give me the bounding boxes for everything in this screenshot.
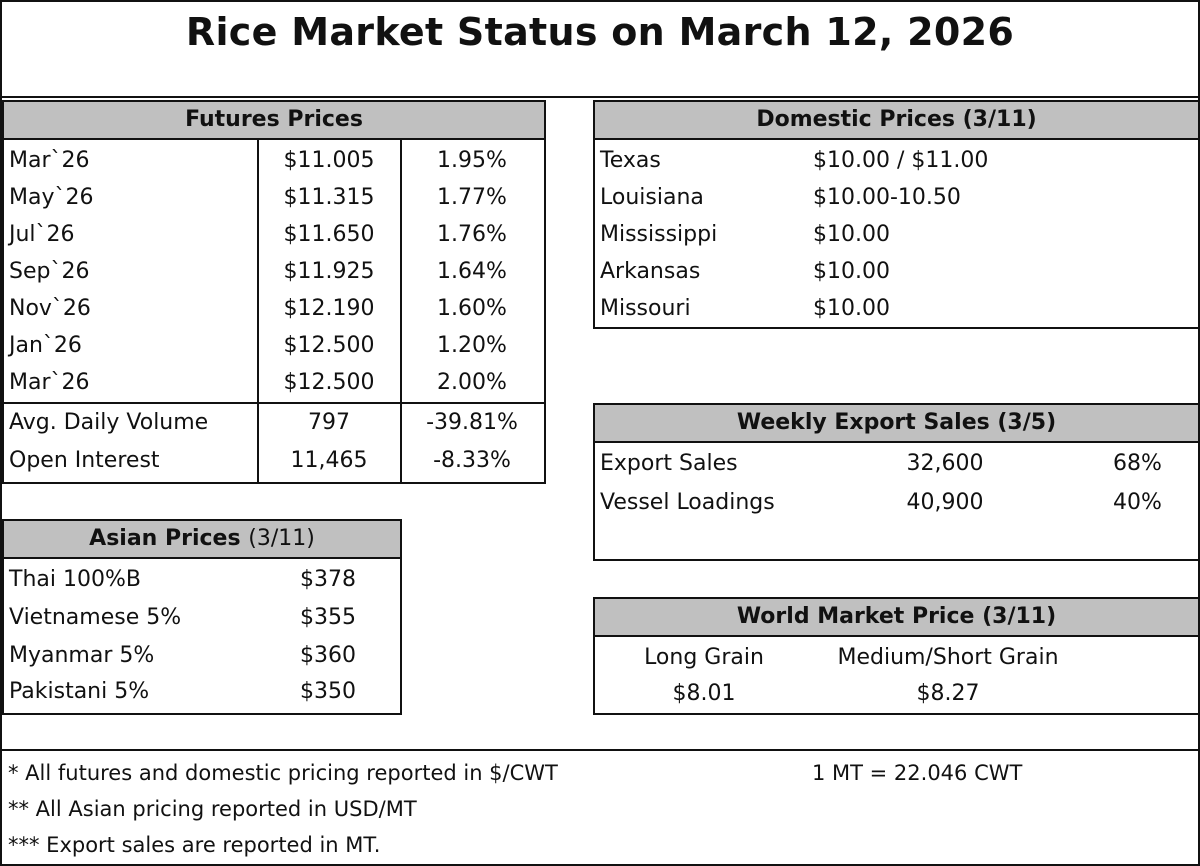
open-interest-label: Open Interest	[9, 448, 160, 473]
page-title: Rice Market Status on March 12, 2026	[185, 10, 1015, 54]
futures-row-change: 2.00%	[437, 370, 507, 395]
footnote-asian-units: ** All Asian pricing reported in USD/MT	[8, 797, 417, 821]
export-sales-header: Weekly Export Sales (3/5)	[595, 405, 1198, 443]
asian-prices-header-date: (3/11)	[248, 526, 315, 551]
futures-row-change: 1.95%	[437, 148, 507, 173]
export-row-value: 40,900	[906, 490, 984, 515]
export-sales-table	[593, 403, 1200, 561]
futures-prices-table	[2, 100, 546, 484]
domestic-prices-header: Domestic Prices (3/11)	[595, 102, 1198, 140]
asian-row-label: Pakistani 5%	[9, 679, 150, 704]
futures-row-price: $11.650	[283, 222, 375, 247]
open-interest-change: -8.33%	[433, 448, 511, 473]
title-divider	[0, 96, 1200, 98]
futures-row-price: $11.925	[283, 259, 375, 284]
futures-row-change: 1.64%	[437, 259, 507, 284]
futures-row-label: Mar`26	[9, 370, 90, 395]
domestic-state: Texas	[600, 148, 661, 173]
futures-row-label: Nov`26	[9, 296, 91, 321]
export-row-label: Export Sales	[600, 451, 738, 476]
footnote-conversion: 1 MT = 22.046 CWT	[812, 761, 1023, 785]
export-row-label: Vessel Loadings	[600, 490, 775, 515]
medium-short-grain-value: $8.27	[916, 681, 980, 706]
domestic-state: Missouri	[600, 296, 691, 321]
futures-row-label: Jan`26	[9, 333, 82, 358]
medium-short-grain-label: Medium/Short Grain	[837, 645, 1059, 670]
asian-row-label: Myanmar 5%	[9, 643, 155, 668]
footnote-divider	[0, 749, 1200, 751]
asian-prices-header-title: Asian Prices	[89, 526, 241, 551]
asian-row-label: Thai 100%B	[9, 567, 141, 592]
asian-row-price: $355	[300, 605, 356, 630]
futures-row-change: 1.76%	[437, 222, 507, 247]
futures-section-divider	[4, 402, 544, 404]
long-grain-value: $8.01	[672, 681, 736, 706]
long-grain-label: Long Grain	[644, 645, 764, 670]
domestic-price: $10.00 / $11.00	[813, 148, 989, 173]
futures-row-change: 1.60%	[437, 296, 507, 321]
futures-row-label: May`26	[9, 185, 94, 210]
asian-row-price: $360	[300, 643, 356, 668]
open-interest-value: 11,465	[290, 448, 368, 473]
avg-daily-volume-value: 797	[308, 410, 350, 435]
futures-row-price: $11.005	[283, 148, 375, 173]
futures-row-change: 1.20%	[437, 333, 507, 358]
domestic-state: Arkansas	[600, 259, 701, 284]
domestic-price: $10.00	[813, 222, 890, 247]
asian-row-price: $378	[300, 567, 356, 592]
avg-daily-volume-label: Avg. Daily Volume	[9, 410, 209, 435]
world-market-price-table	[593, 597, 1200, 715]
futures-row-label: Sep`26	[9, 259, 90, 284]
futures-row-change: 1.77%	[437, 185, 507, 210]
domestic-state: Mississippi	[600, 222, 718, 247]
asian-row-price: $350	[300, 679, 356, 704]
export-row-pct: 68%	[1113, 451, 1162, 476]
domestic-prices-table	[593, 100, 1200, 329]
footnote-futures-units: * All futures and domestic pricing reported in $/CWT	[8, 761, 558, 785]
domestic-price: $10.00-10.50	[813, 185, 961, 210]
avg-daily-volume-change: -39.81%	[426, 410, 518, 435]
footnote-export-units: *** Export sales are reported in MT.	[8, 833, 381, 857]
export-row-pct: 40%	[1113, 490, 1162, 515]
world-market-price-header: World Market Price (3/11)	[595, 599, 1198, 637]
futures-prices-header: Futures Prices	[4, 102, 544, 140]
futures-row-price: $12.500	[283, 370, 375, 395]
futures-row-price: $11.315	[283, 185, 375, 210]
asian-prices-table	[2, 519, 402, 715]
domestic-price: $10.00	[813, 296, 890, 321]
asian-row-label: Vietnamese 5%	[9, 605, 182, 630]
asian-prices-header	[4, 521, 400, 559]
export-row-value: 32,600	[906, 451, 984, 476]
domestic-price: $10.00	[813, 259, 890, 284]
domestic-state: Louisiana	[600, 185, 704, 210]
futures-row-price: $12.190	[283, 296, 375, 321]
futures-row-price: $12.500	[283, 333, 375, 358]
futures-row-label: Jul`26	[9, 222, 75, 247]
futures-row-label: Mar`26	[9, 148, 90, 173]
